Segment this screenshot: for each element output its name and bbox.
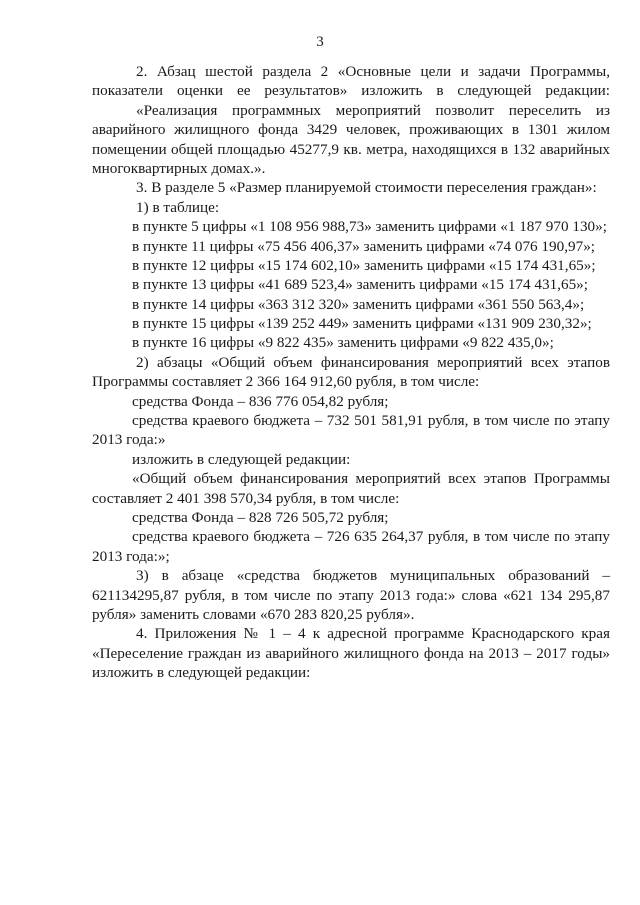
text-line: в пункте 15 цифры «139 252 449» заменить цифрами «131 909 230,32»;: [132, 315, 592, 333]
text-line: средства Фонда – 828 726 505,72 рубля;: [132, 508, 389, 526]
text-line: изложить в следующей редакции:: [132, 450, 351, 468]
text-line: 4. Приложения № 1 – 4 к адресной программе Краснодарского края: [136, 625, 610, 643]
text-line: показатели оценки ее результатов» изложить в следующей редакции:: [92, 82, 610, 100]
text-line: составляет 2 401 398 570,34 рубля, в том числе:: [92, 489, 400, 507]
text-line: 2013 года:»: [92, 431, 166, 449]
text-line: изложить в следующей редакции:: [92, 664, 311, 682]
text-line: Программы составляет 2 366 164 912,60 рубля, в том числе:: [92, 373, 480, 391]
text-line: в пункте 13 цифры «41 689 523,4» заменить цифрами «15 174 431,65»;: [132, 276, 588, 294]
text-line: 2013 года:»;: [92, 547, 170, 565]
text-line: в пункте 16 цифры «9 822 435» заменить цифрами «9 822 435,0»;: [132, 334, 554, 352]
text-line: рубля» заменить словами «670 283 820,25 рубля».: [92, 605, 415, 623]
text-line: в пункте 14 цифры «363 312 320» заменить цифрами «361 550 563,4»;: [132, 295, 585, 313]
text-line: 1) в таблице:: [136, 198, 220, 216]
text-line: в пункте 5 цифры «1 108 956 988,73» заменить цифрами «1 187 970 130»;: [132, 218, 607, 236]
text-line: 2. Абзац шестой раздела 2 «Основные цели и задачи Программы,: [136, 63, 610, 80]
text-line: средства Фонда – 836 776 054,82 рубля;: [132, 392, 389, 410]
text-line: «Реализация программных мероприятий позволит переселить из: [136, 101, 610, 119]
text-line: аварийного жилищного фонда 3429 человек, проживающих в 1301 жилом: [92, 121, 610, 139]
text-line: 3) в абзаце «средства бюджетов муниципальных образований –: [136, 567, 610, 585]
text-line: «Общий объем финансирования мероприятий всех этапов Программы: [132, 470, 610, 488]
page-number: 3: [316, 34, 324, 50]
text-line: 3. В разделе 5 «Размер планируемой стоимости переселения граждан»:: [136, 179, 597, 197]
text-line: «Переселение граждан из аварийного жилищного фонда на 2013 – 2017 годы»: [92, 644, 610, 662]
text-line: многоквартирных домах.».: [92, 159, 266, 177]
text-line: 621134295,87 рубля, в том числе по этапу 2013 года:» слова «621 134 295,87: [92, 586, 610, 604]
text-line: помещении общей площадью 45277,9 кв. метра, находящихся в 132 аварийных: [92, 140, 610, 158]
text-line: средства краевого бюджета – 726 635 264,37 рубля, в том числе по этапу: [132, 528, 610, 546]
text-line: в пункте 11 цифры «75 456 406,37» заменить цифрами «74 076 190,97»;: [132, 237, 596, 255]
document-body: [92, 62, 610, 683]
text-line: средства краевого бюджета – 732 501 581,91 рубля, в том числе по этапу: [132, 412, 610, 430]
text-line: в пункте 12 цифры «15 174 602,10» заменить цифрами «15 174 431,65»;: [132, 256, 596, 274]
text-line: 2) абзацы «Общий объем финансирования мероприятий всех этапов: [136, 353, 610, 371]
